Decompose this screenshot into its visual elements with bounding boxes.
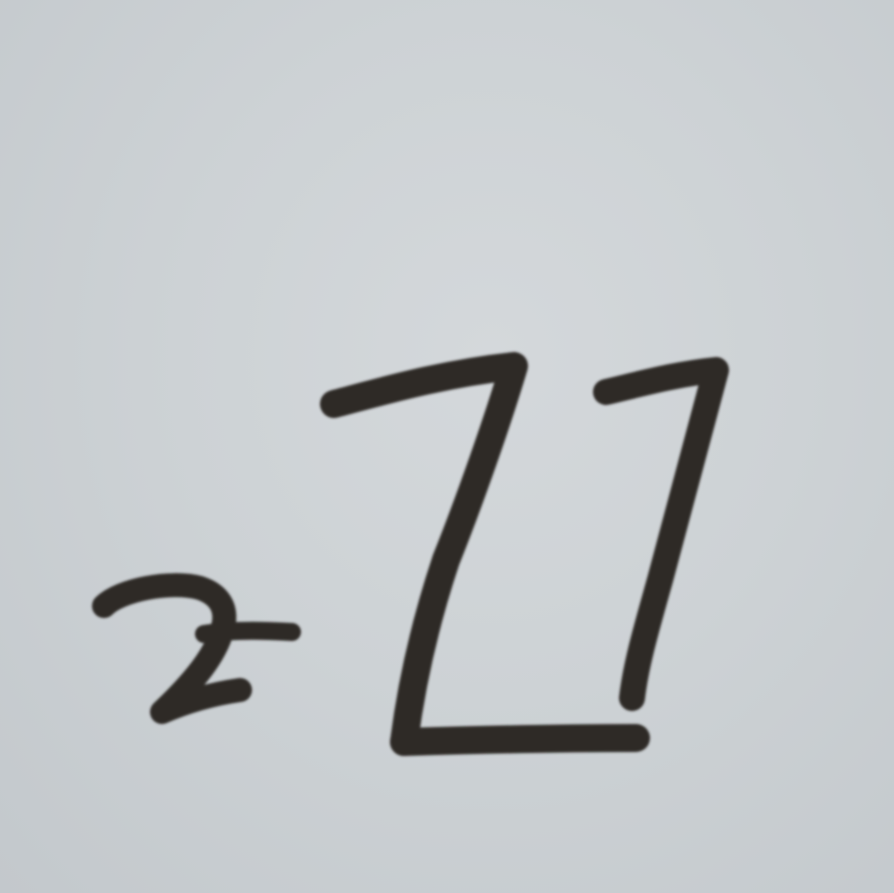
ink-dot (594, 388, 606, 400)
bracket-glyph-left (334, 366, 514, 742)
bracket-glyph-bottom (404, 738, 636, 742)
squiggle-glyph (104, 585, 240, 712)
squiggle-glyph-crossbar (204, 631, 292, 634)
bracket-glyph-right (606, 370, 716, 698)
